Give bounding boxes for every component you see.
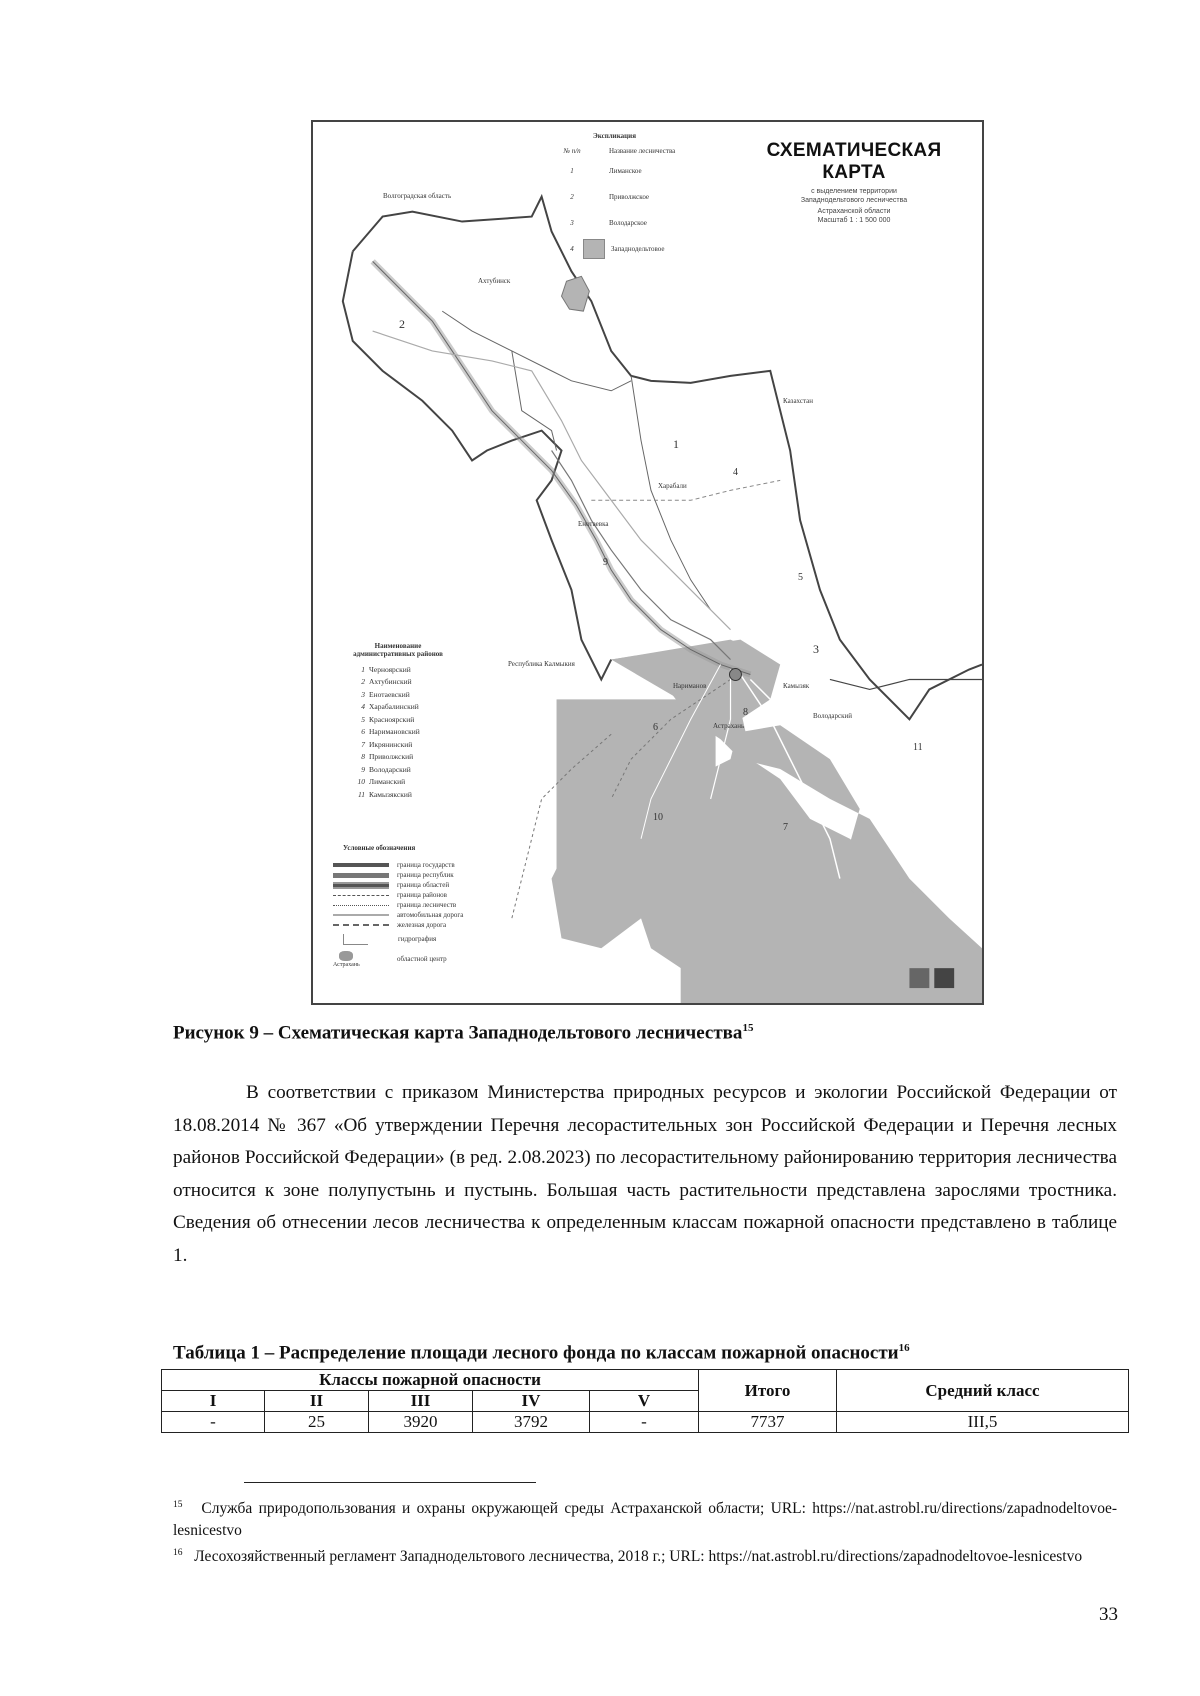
label-kazakhstan: Казахстан — [783, 397, 813, 405]
header-class: II — [265, 1391, 369, 1412]
forestry-legend-item — [561, 236, 721, 262]
map-title: СХЕМАТИЧЕСКАЯ КАРТА — [766, 140, 942, 183]
forestry-legend-no: 2 — [570, 193, 574, 201]
district-legend-heading: Наименование административных районов — [353, 642, 443, 659]
district-number: 6 — [653, 722, 658, 733]
district-legend-item: 7 Икрянинский — [361, 739, 413, 749]
district-number: 3 — [813, 642, 819, 656]
table-header-row — [162, 1370, 1129, 1391]
district-legend-item: 4 Харабалинский — [361, 702, 419, 712]
forestry-legend-header-no: № п/п — [563, 147, 581, 155]
symbols-legend-item: граница лесничеств — [333, 900, 503, 910]
district-number: 1 — [673, 437, 679, 451]
footnote-separator — [244, 1482, 536, 1483]
body-paragraph: В соответствии с приказом Министерства природных ресурсов и экологии Российской Федерации от 18.08.2014 № 367 «Об утверждении Перечня лесорастительных зон Российской Федерации и Перечня лесных районов Российской Федерации» (в ред. 2.08.2023) по лесорастительному районированию территория лесничества относится к зоне полупустынь и пустынь. Большая часть растительности представлена зарослями тростника. Сведения об отнесении лесов лесничества к определенным классам пожарной опасности представлено в таблице 1. — [173, 1082, 1117, 1266]
header-group: Классы пожарной опасности — [162, 1370, 699, 1391]
table-caption: Таблица 1 – Распределение площади лесного фонда по классам пожарной опасности$^{16}$ — [173, 1342, 910, 1364]
district-legend-item: 5 Красноярский — [361, 714, 415, 724]
header-class: V — [590, 1391, 699, 1412]
symbols-legend-item: граница районов — [333, 890, 503, 900]
symbols-legend-city: Астрахань — [333, 962, 360, 968]
forestry-legend-name: Володарское — [609, 219, 647, 227]
district-number: 7 — [783, 822, 788, 833]
district-number: 2 — [399, 317, 405, 331]
district-legend-item: 10 Лиманский — [357, 777, 406, 787]
symbols-legend-item: граница государств — [333, 860, 503, 870]
forestry-legend-item — [561, 184, 721, 210]
table-row — [162, 1412, 1129, 1433]
map-title-block — [734, 140, 974, 224]
header-class: I — [162, 1391, 265, 1412]
district-legend-item: 2 Ахтубинский — [361, 677, 412, 687]
figure-caption: Рисунок 9 – Схематическая карта Западнодельтового лесничества$^{15}$ — [173, 1022, 754, 1044]
symbols-legend-item: гидрография — [333, 930, 503, 948]
table-cell: 3792 — [473, 1412, 590, 1433]
label-volgograd: Волгоградская область — [383, 192, 452, 200]
district-number: 8 — [743, 707, 748, 718]
district-number: 10 — [653, 812, 663, 823]
symbols-legend-item: автомобильная дорога — [333, 910, 503, 920]
district-legend-item: 9 Володарский — [361, 764, 411, 774]
district-legend-item: 8 Приволжский — [361, 752, 414, 762]
header-total: Итого — [699, 1370, 837, 1412]
district-legend-item: 11 Камызякский — [358, 789, 412, 799]
map-subtitle-3: Астраханской области — [817, 207, 891, 215]
header-class: IV — [473, 1391, 590, 1412]
forestry-legend-name: Приволжское — [609, 193, 650, 201]
label-astrakhan: Астрахань — [713, 722, 745, 730]
label-volodarsky: Володарский — [813, 712, 853, 720]
forestry-legend-item — [561, 210, 721, 236]
district-number: 4 — [733, 467, 738, 478]
page-number: 33 — [1099, 1604, 1118, 1625]
symbols-legend-heading: Условные обозначения — [343, 844, 416, 852]
footnote-ref: 16 — [898, 1342, 910, 1354]
label-kamyzyak: Камызяк — [783, 682, 810, 690]
fire-class-table — [161, 1369, 1129, 1433]
district-legend-item: 1 Черноярский — [361, 664, 411, 674]
forestry-legend — [561, 132, 721, 262]
forestry-legend-header — [561, 144, 721, 158]
map-subtitle-1: с выделением территории — [811, 188, 897, 195]
table-cell: - — [590, 1412, 699, 1433]
symbols-legend-item: граница областей — [333, 880, 503, 890]
footnotes — [173, 1494, 1117, 1568]
forestry-legend-no: 1 — [570, 167, 574, 175]
forestry-legend-no: 3 — [570, 219, 574, 227]
district-number: 11 — [913, 742, 923, 753]
forestry-legend-name: Лиманское — [609, 167, 642, 175]
symbols-legend-item: граница республик — [333, 870, 503, 880]
district-number: 9 — [603, 557, 608, 568]
forestry-legend-heading: Экспликация — [593, 132, 636, 140]
table-cell: - — [162, 1412, 265, 1433]
table-cell: 7737 — [699, 1412, 837, 1433]
symbols-legend-item: железная дорога — [333, 920, 503, 930]
map-subtitle-2: Западнодельтового лесничества — [800, 196, 908, 204]
table-cell: 25 — [265, 1412, 369, 1433]
forestry-legend-header-name: Название лесничества — [609, 147, 676, 155]
forestry-legend-swatch — [583, 239, 605, 259]
footnote-ref: 15 — [742, 1022, 754, 1034]
header-class: III — [369, 1391, 473, 1412]
table-cell: 3920 — [369, 1412, 473, 1433]
map-figure — [311, 120, 984, 1005]
footnote-15: $^{15}$ Служба природопользования и охраны окружающей среды Астраханской области; URL: https://nat.astrobl.ru/directions/zapadnodeltovoe-lesnicestvo — [173, 1500, 1118, 1540]
map-scale: Масштаб 1 : 1 500 000 — [817, 216, 891, 224]
district-legend-item: 3 Енотаевский — [361, 689, 410, 699]
district-number: 5 — [798, 572, 803, 583]
label-akhtubinsk: Ахтубинск — [478, 277, 511, 285]
district-legend — [343, 642, 453, 800]
label-narimanov: Нариманов — [673, 682, 707, 690]
label-enotaevka: Енотаевка — [578, 520, 609, 528]
label-kalmykia: Республика Калмыкия — [508, 660, 575, 668]
forestry-legend-no: 4 — [570, 245, 574, 253]
symbols-legend-item: Астрахань областной центр — [333, 948, 503, 970]
footnote-16: $^{16}$ Лесохозяйственный регламент Западнодельтового лесничества, 2018 г.; URL: https://nat.astrobl.ru/directions/zapadnodeltovoe-lesnicestvo — [173, 1548, 1083, 1566]
label-kharabali: Харабали — [658, 482, 687, 490]
forestry-legend-name: Западнодельтовое — [611, 245, 665, 253]
table-cell: III,5 — [837, 1412, 1129, 1433]
symbols-legend — [333, 844, 503, 970]
forestry-legend-item — [561, 158, 721, 184]
header-average: Средний класс — [837, 1370, 1129, 1412]
district-legend-item: 6 Наримановский — [361, 727, 420, 737]
